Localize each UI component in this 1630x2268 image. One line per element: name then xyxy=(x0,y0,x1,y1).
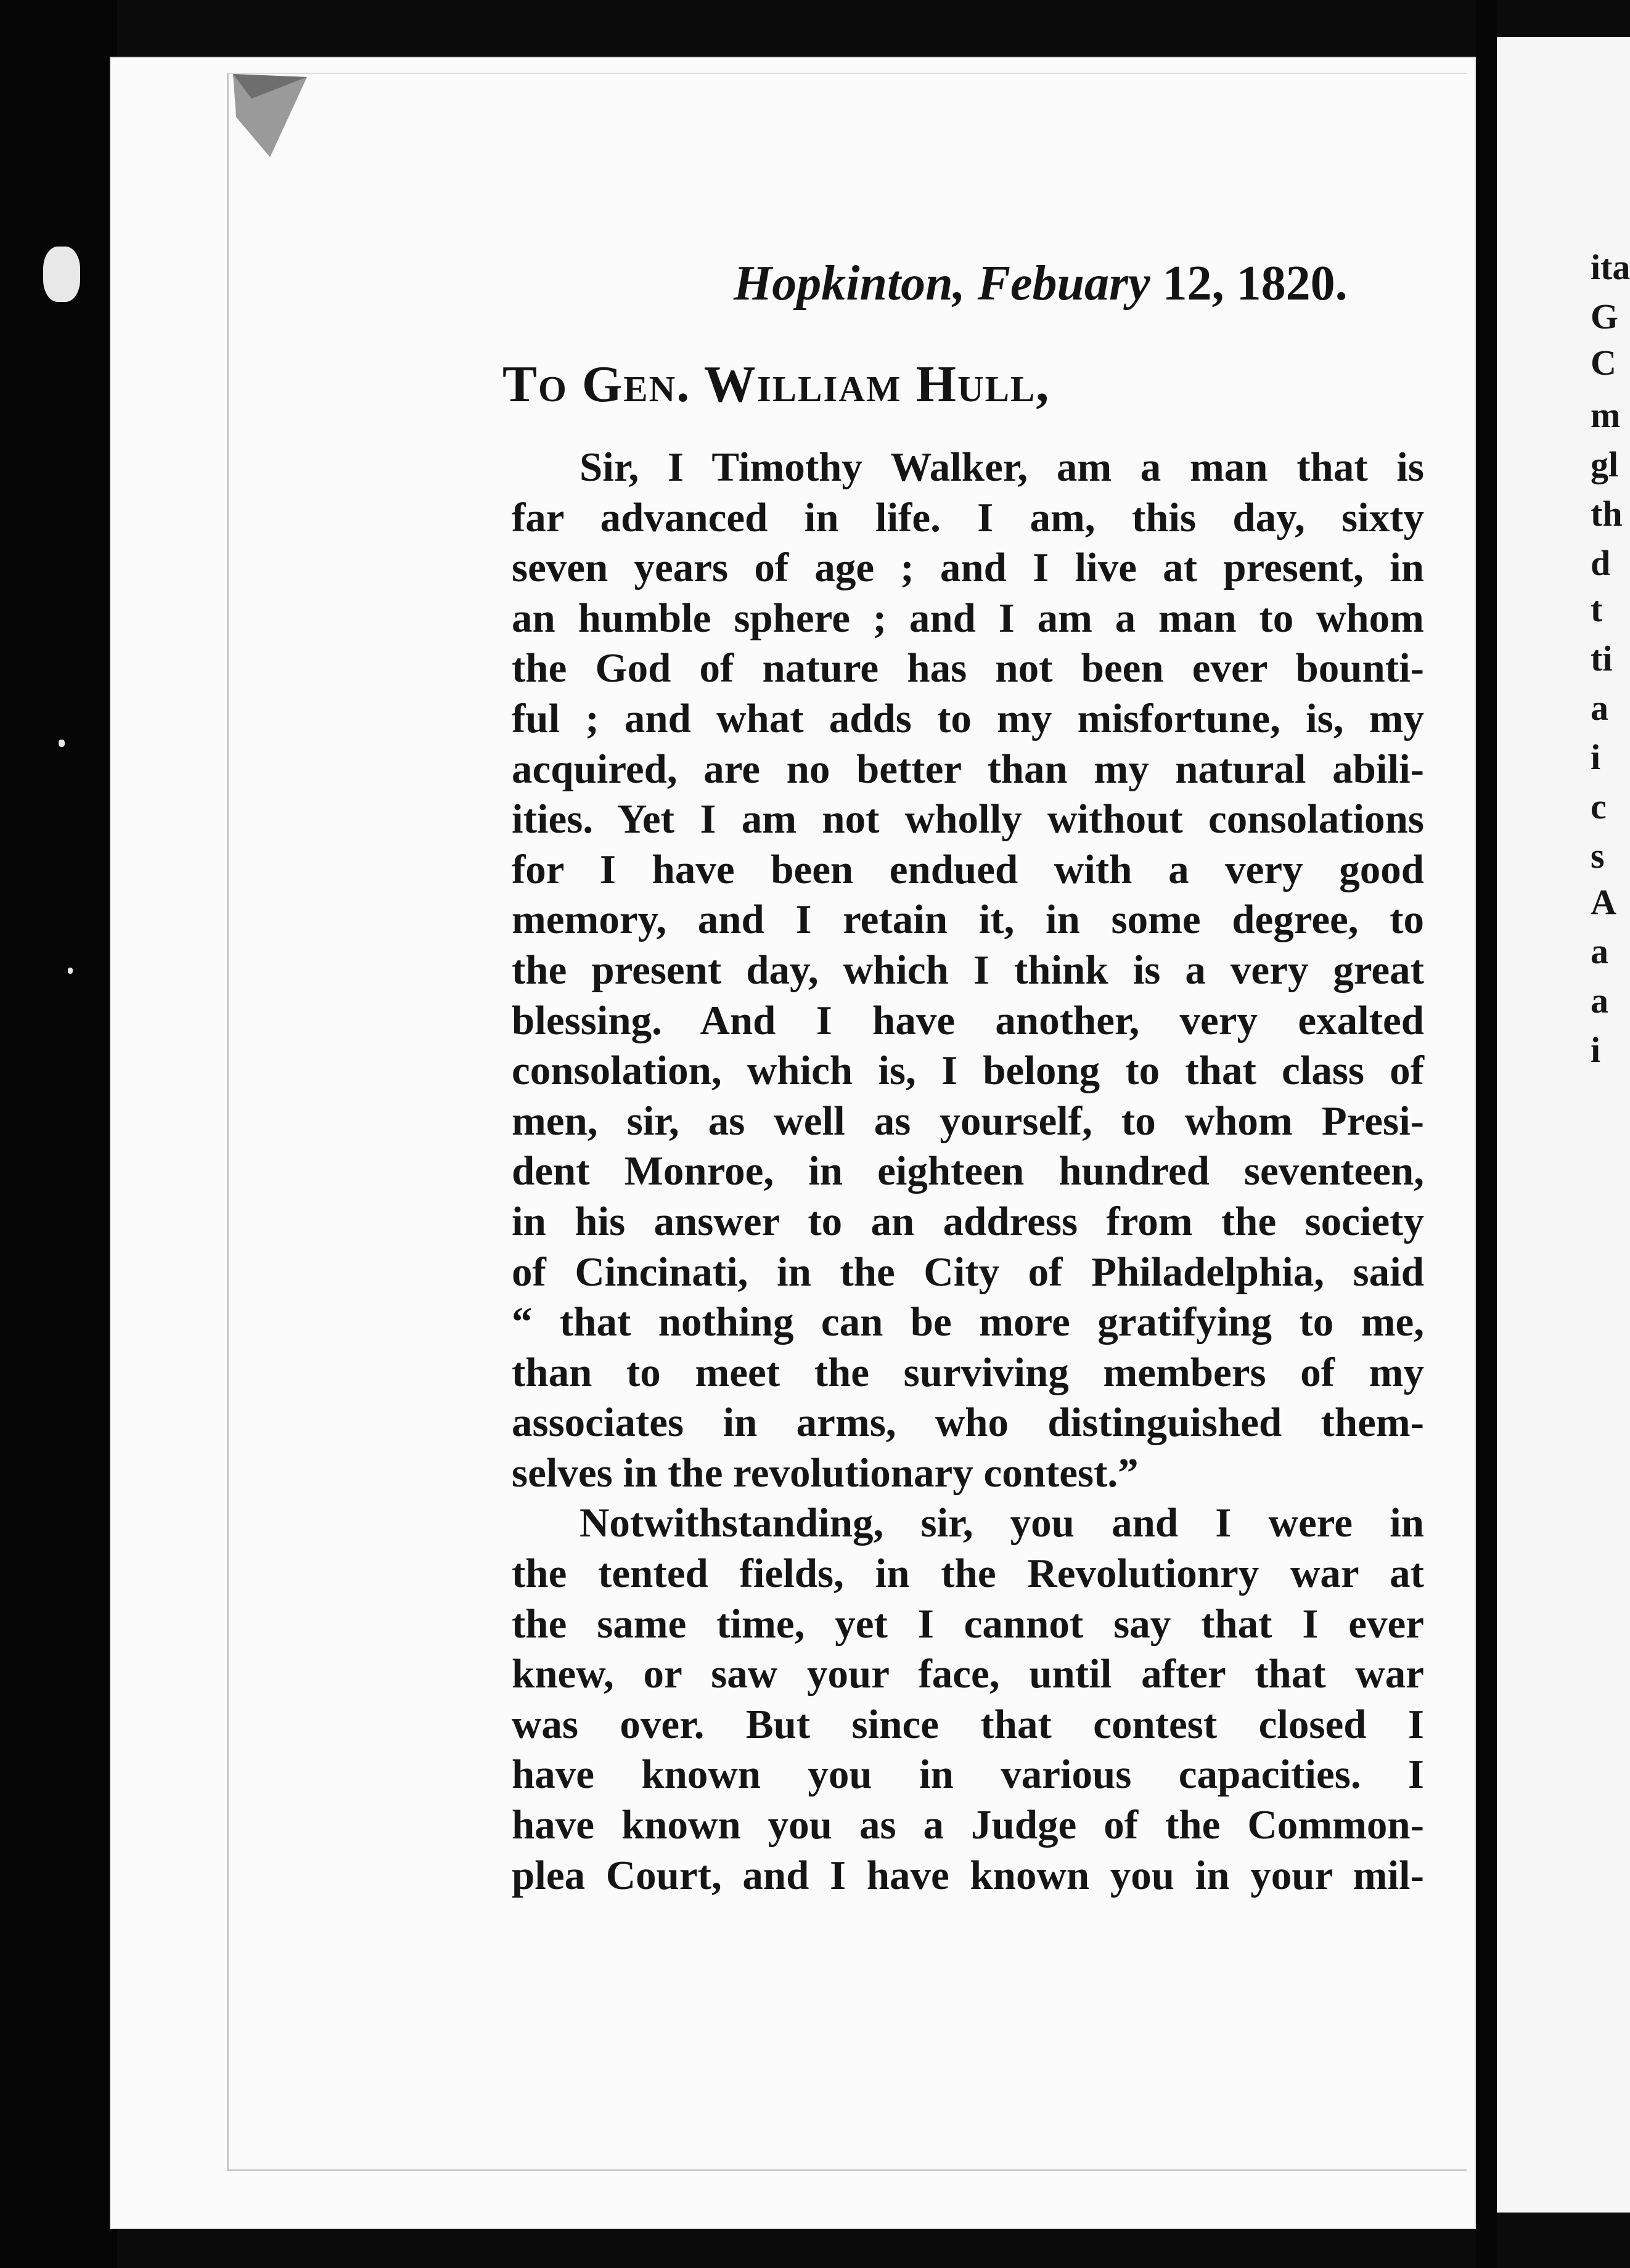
body-line: Notwithstanding, sir, you and I were in xyxy=(580,1500,1424,1546)
next-page-fragment: ita xyxy=(1591,247,1630,287)
body-line: have known you in various capacities. I xyxy=(512,1752,1424,1798)
body-line: selves in the revolutionary contest.” xyxy=(512,1450,1139,1496)
body-line: knew, or saw your face, until after that war xyxy=(512,1651,1424,1697)
body-line: associates in arms, who distinguished them- xyxy=(512,1400,1424,1446)
body-line: “ that nothing can be more gratifying to me, xyxy=(512,1299,1424,1345)
letter-body xyxy=(512,443,1467,1901)
body-line: plea Court, and I have known you in your mil- xyxy=(512,1852,1424,1898)
next-page-fragment: ti xyxy=(1591,638,1613,679)
body-line: of Cincinati, in the City of Philadelphia, said xyxy=(512,1249,1424,1295)
body-line: men, sir, as well as yourself, to whom Presi- xyxy=(512,1098,1424,1144)
body-line: was over. But since that contest closed I xyxy=(512,1701,1424,1747)
body-line: ful ; and what adds to my misfortune, is, my xyxy=(512,695,1424,741)
body-line: blessing. And I have another, very exalted xyxy=(512,997,1424,1043)
next-page-fragment: C xyxy=(1591,343,1616,383)
body-line: the God of nature has not been ever bounti- xyxy=(512,645,1424,691)
body-line: acquired, are no better than my natural abili- xyxy=(512,746,1424,792)
body-line: far advanced in life. I am, this day, sixty xyxy=(512,494,1424,540)
next-page-fragment: a xyxy=(1591,688,1608,728)
body-line: the present day, which I think is a very great xyxy=(512,947,1424,993)
next-page-fragment: d xyxy=(1591,543,1611,583)
scan-speck xyxy=(59,740,65,747)
letter-salutation xyxy=(502,354,1050,414)
next-page-fragment: s xyxy=(1591,836,1605,876)
next-page-fragment: t xyxy=(1591,589,1603,629)
dateline-place: Hopkinton, xyxy=(734,256,965,311)
body-line: consolation, which is, I belong to that class of xyxy=(512,1048,1424,1094)
body-line: for I have been endued with a very good xyxy=(512,846,1424,892)
body-line: Sir, I Timothy Walker, am a man that is xyxy=(580,444,1424,490)
scan-dark-margin xyxy=(0,0,117,2268)
dateline-day-year: 12, 1820. xyxy=(1162,256,1348,311)
body-line: memory, and I retain it, in some degree, to xyxy=(512,897,1424,943)
body-line: ities. Yet I am not wholly without consolations xyxy=(512,796,1424,842)
dateline-month: Febuary xyxy=(977,256,1150,311)
body-line: seven years of age ; and I live at present, in xyxy=(512,545,1424,591)
body-line: in his answer to an address from the society xyxy=(512,1198,1424,1244)
next-page-fragment: c xyxy=(1591,786,1607,826)
body-line: dent Monroe, in eighteen hundred seventeen, xyxy=(512,1148,1424,1194)
next-page-fragment: i xyxy=(1591,737,1601,777)
salutation-text: To Gen. William Hull, xyxy=(502,356,1050,413)
next-page-fragment: A xyxy=(1591,882,1616,922)
body-line: have known you as a Judge of the Common- xyxy=(512,1802,1424,1848)
scan-speck xyxy=(43,247,80,302)
body-line: the same time, yet I cannot say that I ever xyxy=(512,1601,1424,1647)
letter-dateline xyxy=(734,256,1350,312)
next-page-fragment: th xyxy=(1591,494,1623,534)
next-page-fragment: a xyxy=(1591,931,1608,971)
folded-corner-icon xyxy=(233,74,313,160)
body-line: than to meet the surviving members of my xyxy=(512,1349,1424,1395)
scan-speck xyxy=(68,968,73,974)
book-gutter xyxy=(1476,0,1497,2268)
next-page-fragment: G xyxy=(1591,296,1619,337)
next-page-fragment: m xyxy=(1591,395,1621,435)
next-page-fragment: a xyxy=(1591,981,1608,1021)
next-page-fragment: gl xyxy=(1591,444,1619,484)
body-line: an humble sphere ; and I am a man to whom xyxy=(512,595,1424,641)
next-page-fragment: i xyxy=(1591,1030,1601,1070)
body-line: the tented fields, in the Revolutionry war at xyxy=(512,1551,1424,1597)
